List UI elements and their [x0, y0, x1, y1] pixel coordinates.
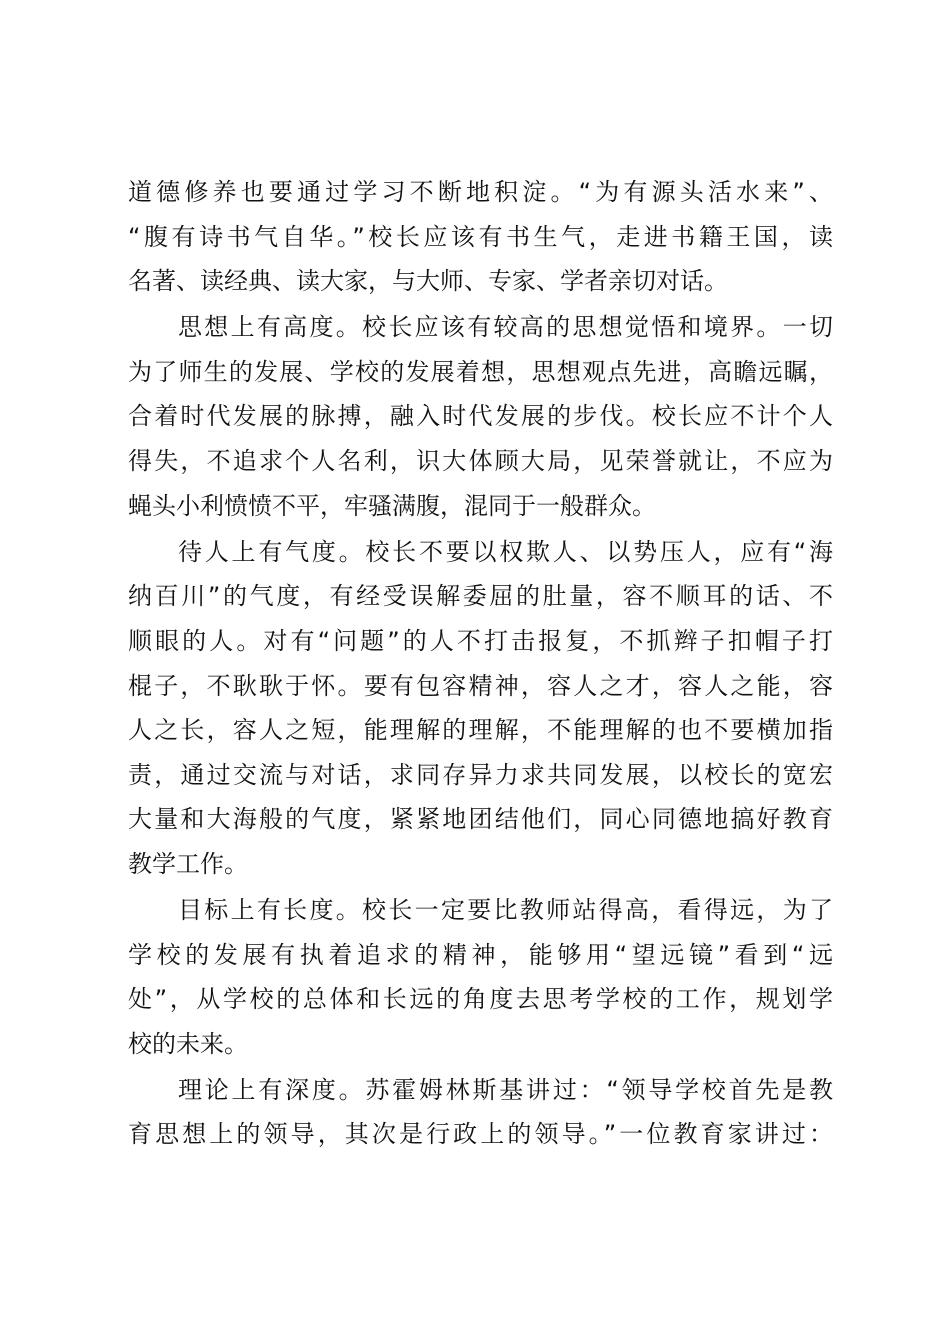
text-line: 处”，从学校的总体和长远的角度去思考学校的工作，规划学 — [128, 985, 833, 1014]
text-line: 得失，不追求个人名利，识大体顾大局，见荣誉就让，不应为 — [128, 447, 833, 476]
text-line: 为了师生的发展、学校的发展着想，思想观点先进，高瞻远瞩， — [128, 357, 833, 386]
text-line: 道德修养也要通过学习不断地积淀。“为有源头活水来”、 — [128, 178, 833, 206]
paragraph-first-line: 待人上有气度。校长不要以权欺人、以势压人，应有“海 — [178, 537, 833, 566]
text-line: 合着时代发展的脉搏，融入时代发展的步伐。校长应不计个人 — [128, 402, 833, 431]
paragraph-first-line: 思想上有高度。校长应该有较高的思想觉悟和境界。一切 — [178, 313, 833, 342]
text-line: 顺眼的人。对有“问题”的人不打击报复，不抓辫子扣帽子打 — [128, 626, 833, 655]
text-line: 学校的发展有执着追求的精神，能够用“望远镜”看到“远 — [128, 940, 833, 969]
text-line: 责，通过交流与对话，求同存异力求共同发展，以校长的宽宏 — [128, 760, 833, 789]
paragraph-first-line: 理论上有深度。苏霍姆林斯基讲过：“领导学校首先是教 — [178, 1075, 833, 1104]
paragraph-first-line: 目标上有长度。校长一定要比教师站得高，看得远，为了 — [178, 896, 833, 924]
text-line: 校的未来。 — [128, 1029, 248, 1058]
text-line: “腹有诗书气自华。”校长应该有书生气，走进书籍王国，读 — [128, 222, 833, 251]
text-line: 教学工作。 — [128, 849, 248, 878]
text-line: 名著、读经典、读大家，与大师、专家、学者亲切对话。 — [128, 267, 728, 296]
text-line: 育思想上的领导，其次是行政上的领导。”一位教育家讲过： — [128, 1120, 833, 1149]
text-line: 蝇头小利愤愤不平，牢骚满腹，混同于一般群众。 — [128, 491, 656, 520]
text-line: 人之长，容人之短，能理解的理解，不能理解的也不要横加指 — [128, 716, 833, 745]
text-line: 大量和大海般的气度，紧紧地团结他们，同心同德地搞好教育 — [128, 805, 833, 834]
document-body — [128, 170, 833, 1157]
text-line: 纳百川”的气度，有经受误解委屈的肚量，容不顺耳的话、不 — [128, 582, 833, 611]
text-line: 棍子，不耿耿于怀。要有包容精神，容人之才，容人之能，容 — [128, 671, 833, 700]
